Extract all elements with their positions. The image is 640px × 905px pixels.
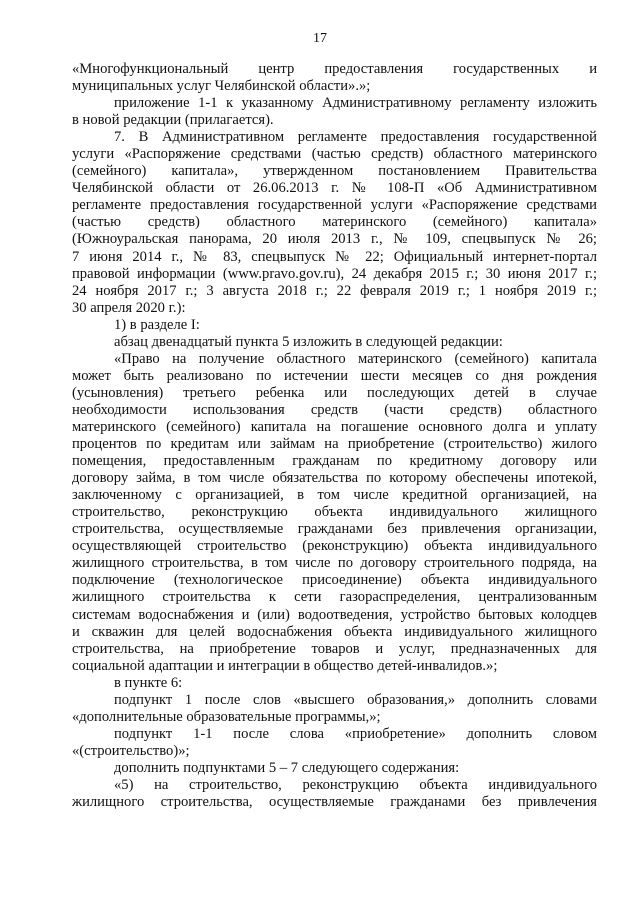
text-line: жилищного строительства, в том числе по договору строительного подряда, на [72, 555, 597, 572]
text-line: абзац двенадцатый пункта 5 изложить в следующей редакции: [114, 333, 503, 350]
text-line: (Южноуральская панорама, 20 июля 2013 г., № 109, спецвыпуск № 26; [72, 231, 597, 248]
text-line: 1) в разделе I: [114, 316, 200, 333]
document-body [72, 61, 597, 811]
text-line: заключенному с организацией, в том числе кредитной организацией, на [72, 487, 597, 504]
text-line: «Право на получение областного материнского (семейного) капитала [114, 350, 597, 367]
text-line: 24 ноября 2017 г.; 3 августа 2018 г.; 22 февраля 2019 г.; 1 ноября 2019 г.; [72, 282, 597, 299]
text-line: и скважин для целей водоснабжения объекта индивидуального жилищного [72, 623, 597, 640]
text-line: «5) на строительство, реконструкцию объекта индивидуального [114, 776, 597, 793]
text-line: приложение 1-1 к указанному Административному регламенту изложить [114, 95, 597, 112]
text-line: строительство, реконструкцию объекта индивидуального жилищного [72, 504, 597, 521]
text-line: подпункт 1 после слов «высшего образования,» дополнить словами [114, 691, 597, 708]
text-line: правовой информации (www.pravo.gov.ru), 24 декабря 2015 г.; 30 июня 2017 г.; [72, 265, 597, 282]
text-line: дополнить подпунктами 5 – 7 следующего содержания: [114, 759, 460, 776]
text-line: договору займа, в том числе обязательства по которому обеспечены ипотекой, [72, 470, 597, 487]
text-line: «Многофункциональный центр предоставления государственных и [72, 61, 597, 77]
text-line: помещения, предоставленным гражданам по кредитному договору или [72, 453, 597, 470]
text-line: 30 апреля 2020 г.): [72, 299, 186, 316]
text-line: (частью средств) областного материнского (семейного) капитала» [72, 214, 597, 231]
text-line: (семейного) капитала», утвержденном постановлением Правительства [72, 163, 597, 180]
text-line: муниципальных услуг Челябинской области».»; [72, 78, 371, 95]
text-line: строительства, осуществляемые гражданами без привлечения организации, [72, 521, 597, 538]
text-line: может быть реализовано по истечении шести месяцев со дня рождения [72, 367, 597, 384]
text-line: социальной адаптации и интеграции в общество детей-инвалидов.»; [72, 657, 498, 674]
text-line: 7 июня 2014 г., № 83, спецвыпуск № 22; Официальный интернет-портал [72, 248, 597, 265]
text-line: «дополнительные образовательные программы,»; [72, 708, 381, 725]
text-line: материнского (семейного) капитала на погашение основного долга и уплату [72, 418, 597, 435]
text-line: Челябинской области от 26.06.2013 г. № 108-П «Об Административном [72, 180, 597, 197]
text-line: в пункте 6: [114, 674, 183, 691]
text-line: строительства, на приобретение товаров и услуг, предназначенных для [72, 640, 597, 657]
text-line: подключение (технологическое присоединение) объекта индивидуального [72, 572, 597, 589]
page-number: 17 [313, 31, 327, 46]
text-line: процентов по кредитам или займам на приобретение (строительство) жилого [72, 436, 597, 453]
text-line: жилищного строительства, осуществляемые гражданами без привлечения [72, 794, 597, 811]
text-line: системам водоснабжения и (или) водоотведения, устройство бытовых колодцев [72, 606, 597, 623]
text-line: регламенте предоставления государственной услуги «Распоряжение средствами [72, 197, 597, 214]
text-line: (усыновления) третьего ребенка или последующих детей в случае [72, 384, 597, 401]
text-line: осуществляющей строительство (реконструкцию) объекта индивидуального [72, 538, 597, 555]
text-line: услуги «Распоряжение средствами (частью средств) областного материнского [72, 146, 597, 163]
text-line: подпункт 1-1 после слова «приобретение» дополнить словом [114, 725, 597, 742]
text-line: жилищного строительства к сети газораспределения, централизованным [72, 589, 597, 606]
text-line: в новой редакции (прилагается). [72, 112, 274, 129]
text-line: «(строительство)»; [72, 742, 190, 759]
text-line: 7. В Административном регламенте предоставления государственной [114, 129, 597, 146]
text-line: необходимости использования средств (части средств) областного [72, 401, 597, 418]
